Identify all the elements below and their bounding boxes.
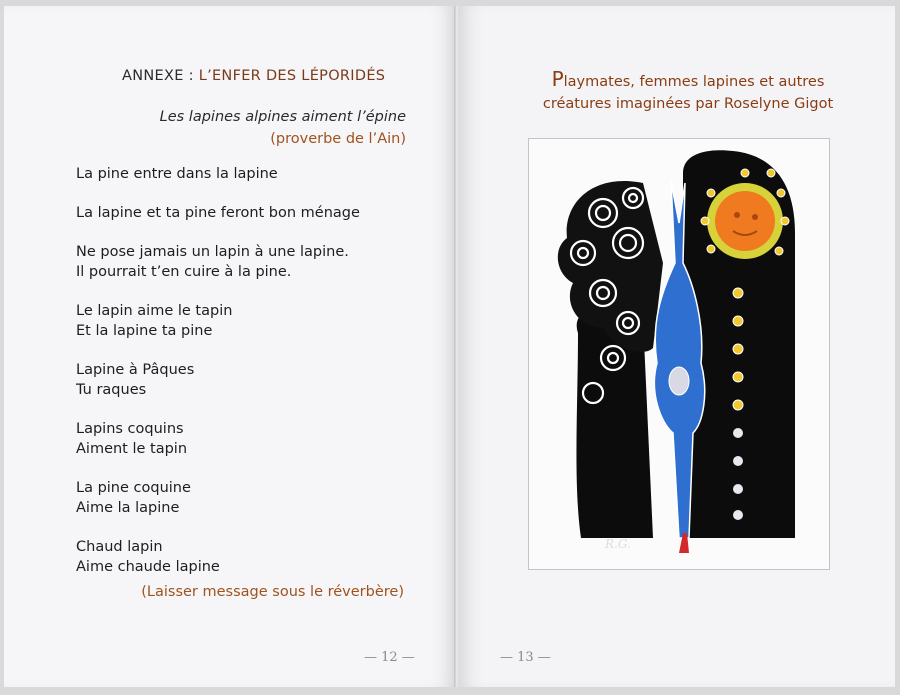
poem-stanza (76, 419, 360, 459)
poem-line: Aime chaude lapine (76, 559, 220, 575)
swirling-hair (558, 181, 663, 352)
page-number-left: — 12 — (364, 650, 415, 665)
illustration-frame (528, 138, 830, 570)
rabbit-woman-illustration (533, 143, 825, 565)
right-page (458, 6, 895, 687)
poem-stanza (76, 164, 360, 184)
poem-line: Il pourrait t’en cuire à la pine. (76, 264, 292, 280)
illustration-signature: R.G. (605, 537, 631, 551)
signoff: (Laisser message sous le réverbère) (141, 584, 404, 600)
poem-line: Aime la lapine (76, 500, 180, 516)
heading-prefix: ANNEXE : (122, 68, 199, 84)
poem (76, 164, 360, 596)
illustration-title (518, 68, 858, 115)
poem-stanza (76, 478, 360, 518)
heading-accent: L’ENFER DES LÉPORIDÉS (198, 68, 386, 84)
poem-stanza (76, 537, 360, 577)
epigraph-quote: Les lapines alpines aiment l’épine (159, 109, 406, 125)
poem-line: Lapine à Pâques (76, 362, 195, 378)
title-line-1: laymates, femmes lapines et autres (563, 74, 825, 90)
epigraph (160, 106, 406, 150)
left-page (4, 6, 456, 687)
poem-stanza (76, 242, 360, 282)
poem-line: Chaud lapin (76, 539, 163, 555)
poem-line: Lapins coquins (76, 421, 184, 437)
title-line-2: créatures imaginées par Roselyne Gigot (542, 96, 834, 112)
moon-icon (715, 191, 775, 251)
poem-line: Ne pose jamais un lapin à une lapine. (76, 244, 349, 260)
poem-line: La pine coquine (76, 480, 191, 496)
poem-stanza (76, 301, 360, 341)
poem-stanza (76, 203, 360, 223)
page-number-right: — 13 — (500, 650, 551, 665)
poem-line: La lapine et ta pine feront bon ménage (76, 205, 360, 221)
poem-line: Le lapin aime le tapin (76, 303, 233, 319)
epigraph-source: (proverbe de l’Ain) (270, 131, 406, 147)
poem-line: Aiment le tapin (76, 441, 188, 457)
poem-line: Et la lapine ta pine (76, 323, 213, 339)
poem-stanza (76, 360, 360, 400)
poem-line: La pine entre dans la lapine (76, 166, 278, 182)
tail-icon (669, 367, 689, 395)
poem-line: Tu raques (76, 382, 147, 398)
annex-heading (122, 68, 385, 84)
title-drop-cap: P (551, 67, 564, 91)
